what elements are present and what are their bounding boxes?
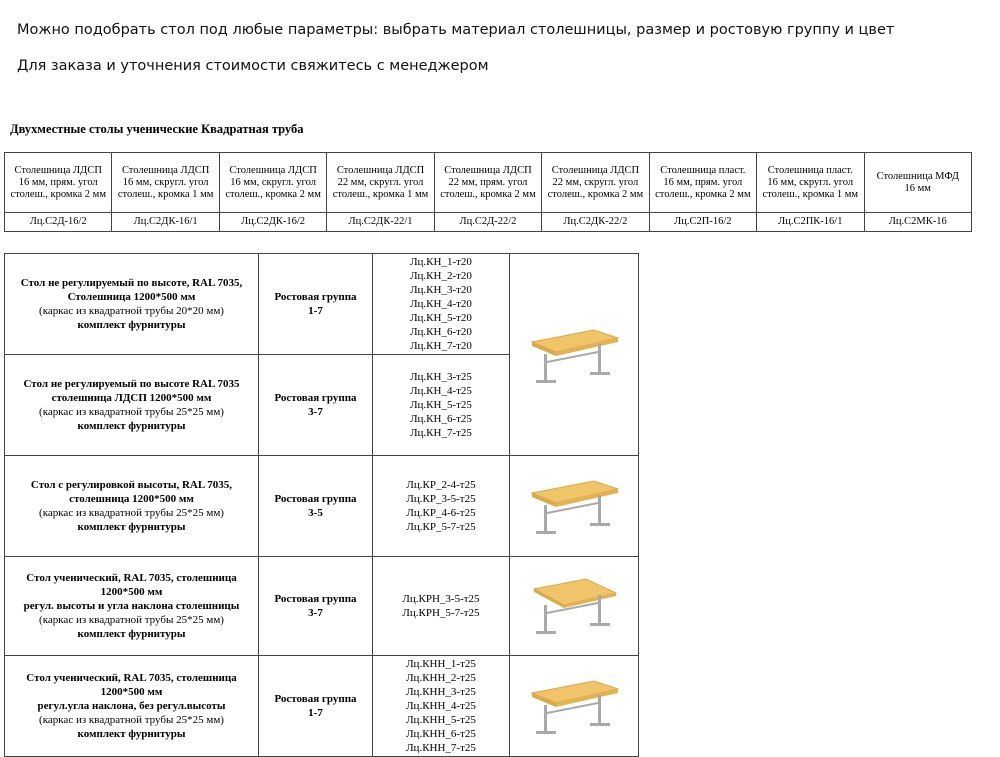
product-code: Лц.КНН_3-т25 <box>406 686 476 698</box>
product-code: Лц.КР_3-5-т25 <box>406 493 476 505</box>
variant-spec: 16 мм, скругл. угол столеш., кромка 1 мм <box>117 176 214 200</box>
variant-code-6: Лц.С2ДК-22/2 <box>542 213 649 232</box>
height-group-range: 1-7 <box>308 707 323 719</box>
height-group <box>259 254 373 355</box>
height-group <box>259 557 373 656</box>
product-code: Лц.КН_4-т25 <box>410 385 472 397</box>
product-code: Лц.КН_6-т25 <box>410 413 472 425</box>
product-frame: (каркас из квадратной трубы 20*20 мм) <box>39 305 224 317</box>
product-code: Лц.КНН_1-т25 <box>406 658 476 670</box>
height-group <box>259 656 373 757</box>
variant-code-7: Лц.С2П-16/2 <box>649 213 756 232</box>
height-group-label: Ростовая группа <box>274 593 357 605</box>
height-group-range: 1-7 <box>308 305 323 317</box>
school-desk-image <box>524 571 624 641</box>
product-codes <box>373 656 510 757</box>
height-group-range: 3-7 <box>308 607 323 619</box>
product-code: Лц.КН_2-т20 <box>410 270 472 282</box>
height-group-label: Ростовая группа <box>274 693 357 705</box>
product-title: Стол с регулировкой высоты, RAL 7035, столешница 1200*500 мм <box>30 479 233 505</box>
product-code: Лц.КРН_3-5-т25 <box>402 593 480 605</box>
variant-material: Столешница пласт. <box>767 164 853 176</box>
product-description <box>5 254 259 355</box>
variant-header-4 <box>327 153 434 213</box>
variant-code-9: Лц.С2МК-16 <box>864 213 972 232</box>
variant-material: Столешница ЛДСП <box>14 164 102 176</box>
product-code: Лц.КН_6-т20 <box>410 326 472 338</box>
product-code: Лц.КН_3-т25 <box>410 371 472 383</box>
variant-header-8 <box>757 153 864 213</box>
variant-header-7 <box>649 153 756 213</box>
variant-spec: 16 мм, скругл. угол столеш., кромка 1 мм <box>762 176 859 200</box>
variant-spec: 16 мм, прям. угол столеш., кромка 2 мм <box>655 176 751 200</box>
product-kit: комплект фурнитуры <box>77 728 186 740</box>
product-description <box>5 456 259 557</box>
product-extra: регул. высоты и угла наклона столешницы <box>23 600 240 612</box>
variant-code-1: Лц.С2Д-16/2 <box>5 213 112 232</box>
school-desk-image <box>524 671 624 741</box>
variant-material: Столешница МФД <box>876 170 959 182</box>
product-row <box>5 656 639 757</box>
product-frame: (каркас из квадратной трубы 25*25 мм) <box>39 406 224 418</box>
product-kit: комплект фурнитуры <box>77 420 186 432</box>
product-title: Стол ученический, RAL 7035, столешница 1200*500 мм <box>26 672 237 698</box>
height-group-label: Ростовая группа <box>274 291 357 303</box>
product-code: Лц.КНН_6-т25 <box>406 728 476 740</box>
product-code: Лц.КН_7-т20 <box>410 340 472 352</box>
variant-header-3 <box>219 153 326 213</box>
product-image-cell <box>510 557 639 656</box>
product-codes <box>373 355 510 456</box>
product-frame: (каркас из квадратной трубы 25*25 мм) <box>39 614 224 626</box>
intro-text-materials: Можно подобрать стол под любые параметры: выбрать материал столешницы, размер и ростовую группу и цвет <box>17 22 895 38</box>
products-table <box>4 253 639 757</box>
variant-material: Столешница ЛДСП <box>336 164 425 176</box>
product-code: Лц.КН_5-т25 <box>410 399 472 411</box>
variant-material: Столешница ЛДСП <box>551 164 640 176</box>
height-group-label: Ростовая группа <box>274 493 357 505</box>
height-group-range: 3-5 <box>308 507 323 519</box>
product-description <box>5 557 259 656</box>
tabletop-variants-table <box>4 152 972 232</box>
product-title: Стол ученический, RAL 7035, столешница 1200*500 мм <box>26 572 237 598</box>
height-group-label: Ростовая группа <box>274 392 357 404</box>
product-code: Лц.КНН_7-т25 <box>406 742 476 754</box>
product-description <box>5 656 259 757</box>
product-kit: комплект фурнитуры <box>77 521 186 533</box>
variant-material: Столешница ЛДСП <box>444 164 532 176</box>
school-desk-image <box>524 471 624 541</box>
product-kit: комплект фурнитуры <box>77 319 186 331</box>
product-code: Лц.КР_2-4-т25 <box>406 479 476 491</box>
product-code: Лц.КРН_5-7-т25 <box>402 607 480 619</box>
intro-text-contact-manager: Для заказа и уточнения стоимости свяжитесь с менеджером <box>17 58 489 74</box>
product-code: Лц.КН_3-т20 <box>410 284 472 296</box>
product-row <box>5 254 639 355</box>
height-group-range: 3-7 <box>308 406 323 418</box>
variant-code-8: Лц.С2ПК-16/1 <box>757 213 864 232</box>
variant-spec: 22 мм, скругл. угол столеш., кромка 1 мм <box>332 176 429 200</box>
height-group <box>259 355 373 456</box>
variant-spec: 16 мм, прям. угол столеш., кромка 2 мм <box>10 176 106 200</box>
product-description <box>5 355 259 456</box>
product-kit: комплект фурнитуры <box>77 628 186 640</box>
product-code: Лц.КНН_2-т25 <box>406 672 476 684</box>
variant-header-1 <box>5 153 112 213</box>
product-extra: регул.угла наклона, без регул.высоты <box>37 700 226 712</box>
variant-code-2: Лц.С2ДК-16/1 <box>112 213 219 232</box>
product-codes <box>373 254 510 355</box>
product-row <box>5 456 639 557</box>
variant-code-4: Лц.С2ДК-22/1 <box>327 213 434 232</box>
school-desk-image <box>524 320 624 390</box>
variant-spec: 16 мм <box>904 182 931 194</box>
variant-spec: 16 мм, скругл. угол столеш., кромка 2 мм <box>225 176 321 200</box>
section-title: Двухместные столы ученические Квадратная труба <box>10 122 304 136</box>
product-frame: (каркас из квадратной трубы 25*25 мм) <box>39 714 224 726</box>
variant-header-9 <box>864 153 972 213</box>
product-codes <box>373 456 510 557</box>
product-code: Лц.КНН_4-т25 <box>406 700 476 712</box>
variant-material: Столешница пласт. <box>660 164 746 176</box>
product-code: Лц.КН_5-т20 <box>410 312 472 324</box>
product-codes <box>373 557 510 656</box>
product-code: Лц.КН_7-т25 <box>410 427 472 439</box>
product-code: Лц.КР_5-7-т25 <box>406 521 476 533</box>
product-frame: (каркас из квадратной трубы 25*25 мм) <box>39 507 224 519</box>
product-image-cell <box>510 656 639 757</box>
variant-code-3: Лц.С2ДК-16/2 <box>219 213 326 232</box>
product-code: Лц.КН_4-т20 <box>410 298 472 310</box>
product-image-cell <box>510 254 639 456</box>
product-row <box>5 557 639 656</box>
variant-header-6 <box>542 153 649 213</box>
variant-header-2 <box>112 153 219 213</box>
product-code: Лц.КР_4-6-т25 <box>406 507 476 519</box>
variant-material: Столешница ЛДСП <box>121 164 210 176</box>
variant-spec: 22 мм, прям. угол столеш., кромка 2 мм <box>440 176 536 200</box>
product-code: Лц.КН_1-т20 <box>410 256 472 268</box>
product-code: Лц.КНН_5-т25 <box>406 714 476 726</box>
variant-code-5: Лц.С2Д-22/2 <box>434 213 541 232</box>
variant-material: Столешница ЛДСП <box>229 164 317 176</box>
height-group <box>259 456 373 557</box>
variant-header-5 <box>434 153 541 213</box>
product-title: Стол не регулируемый по высоте, RAL 7035, Столешница 1200*500 мм <box>20 277 243 303</box>
product-image-cell <box>510 456 639 557</box>
variant-spec: 22 мм, скругл. угол столеш., кромка 2 мм <box>547 176 644 200</box>
product-title: Стол не регулируемый по высоте RAL 7035 столешница ЛДСП 1200*500 мм <box>23 378 240 404</box>
